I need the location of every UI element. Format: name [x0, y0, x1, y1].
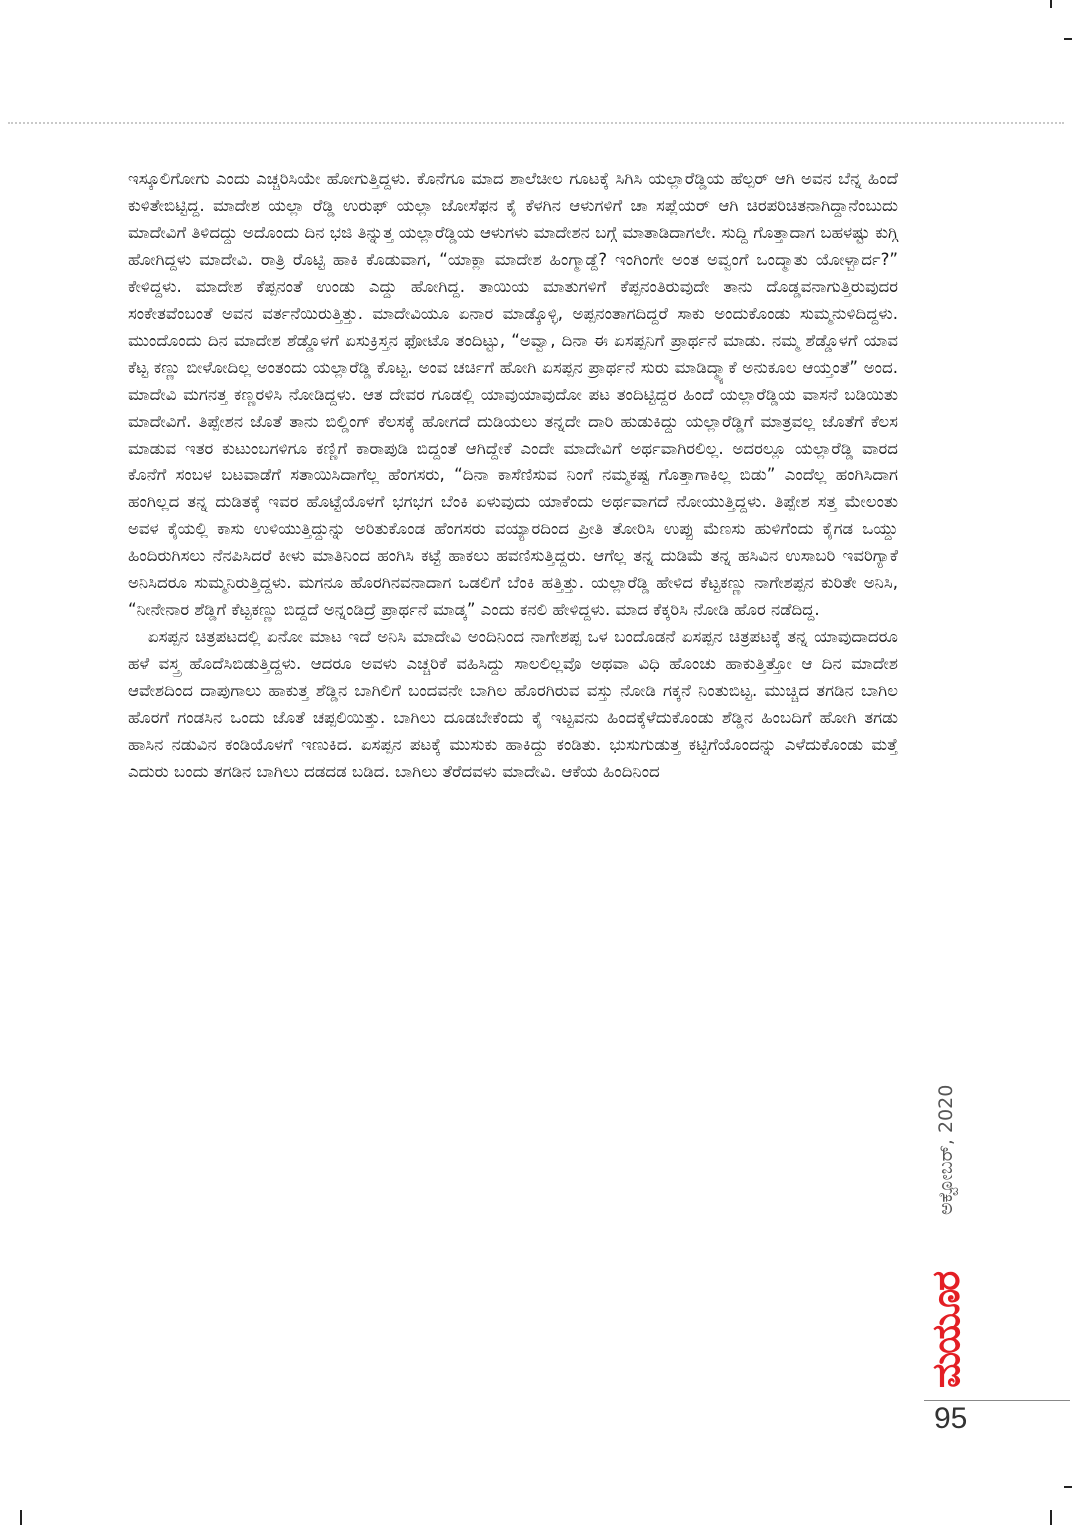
crop-mark-right-bottom — [1064, 1486, 1072, 1488]
crop-mark-bottom-left — [20, 1510, 22, 1525]
header-dotted-rule — [8, 122, 1064, 124]
crop-mark-right-top — [1064, 38, 1072, 40]
crop-mark-top-right — [1050, 0, 1052, 8]
page-number-rule — [924, 1400, 1070, 1401]
crop-mark-bottom-right — [1050, 1510, 1052, 1525]
paragraph-1: ಇಸ್ಕೂಲಿಗೋಗು ಎಂದು ಎಚ್ಚರಿಸಿಯೇ ಹೋಗುತ್ತಿದ್ದಳು. ಕೊನೆಗೂ ಮಾದ ಶಾಲೆಚೀಲ ಗೂಟಕ್ಕೆ ಸಿಗಿಸಿ ಯಲ್ಲಾರೆಡ್ಡಿಯ ಹೆಲ್ಪರ್ ಆಗಿ ಅವನ ಬೆನ್ನ ಹಿಂದೆ ಕುಳಿತೇಬಿಟ್ಟಿದ್ದ. ಮಾದೇಶ ಯಲ್ಲಾ ರೆಡ್ಡಿ ಉರುಫ್ ಯಲ್ಲಾ ಜೋಸೆಫನ ಕೈ ಕೆಳಗಿನ ಆಳುಗಳಿಗೆ ಚಾ ಸಪ್ಲೆಯರ್ ಆಗಿ ಚಿರಪರಿಚಿತನಾಗಿದ್ದಾನೆಂಬುದು ಮಾದೇವಿಗೆ ತಿಳಿದದ್ದು ಅದೊಂದು ದಿನ ಭಜಿ ತಿನ್ನುತ್ತ ಯಲ್ಲಾರೆಡ್ಡಿಯ ಆಳುಗಳು ಮಾದೇಶನ ಬಗ್ಗೆ ಮಾತಾಡಿದಾಗಲೇ. ಸುದ್ದಿ ಗೊತ್ತಾದಾಗ ಬಹಳಷ್ಟು ಕುಗ್ಗಿ ಹೋಗಿದ್ದಳು ಮಾದೇವಿ. ರಾತ್ರಿ ರೊಟ್ಟಿ ಹಾಕಿ ಕೊಡುವಾಗ, “ಯಾಕ್ಲಾ ಮಾದೇಶ ಹಿಂಗ್ಮಾಡ್ದೆ? ಇಂಗಿಂಗೇ ಅಂತ ಅವ್ವಂಗೆ ಒಂದ್ಮಾತು ಯೋಳ್ಬಾರ್ದ?” ಕೇಳಿದ್ದಳು. ಮಾದೇಶ ಕೆಪ್ಪನಂತೆ ಉಂಡು ಎದ್ದು ಹೋಗಿದ್ದ. ತಾಯಿಯ ಮಾತುಗಳಿಗೆ ಕೆಪ್ಪನಂತಿರುವುದೇ ತಾನು ದೊಡ್ಡವನಾಗುತ್ತಿರುವುದರ ಸಂಕೇತವೆಂಬಂತೆ ಅವನ ವರ್ತನೆಯಿರುತ್ತಿತ್ತು. ಮಾದೇವಿಯೂ ಏನಾರ ಮಾಡ್ಕೊಳ್ಳಿ, ಅಪ್ಪನಂತಾಗದಿದ್ದರೆ ಸಾಕು ಅಂದುಕೊಂಡು ಸುಮ್ಮನುಳಿದಿದ್ದಳು. ಮುಂದೊಂದು ದಿನ ಮಾದೇಶ ಶೆಡ್ಡೊಳಗೆ ಏಸುಕ್ರಿಸ್ತನ ಫೋಟೊ ತಂದಿಟ್ಟು, “ಅವ್ವಾ, ದಿನಾ ಈ ಏಸಪ್ಪನಿಗೆ ಪ್ರಾರ್ಥನೆ ಮಾಡು. ನಮ್ಮ ಶೆಡ್ಡೊಳಗೆ ಯಾವ ಕೆಟ್ಟ ಕಣ್ಣು ಬೀಳೋದಿಲ್ಲ ಅಂತಂದು ಯಲ್ಲಾರೆಡ್ಡಿ ಕೊಟ್ಟ. ಅಂವ ಚರ್ಚಿಗೆ ಹೋಗಿ ಏಸಪ್ಪನ ಪ್ರಾರ್ಥನೆ ಸುರು ಮಾಡಿದ್ಮ್ಯಾಕೆ ಅನುಕೂಲ ಆಯ್ತಂತೆ” ಅಂದ. ಮಾದೇವಿ ಮಗನತ್ತ ಕಣ್ಣರಳಿಸಿ ನೋಡಿದ್ದಳು. ಆತ ದೇವರ ಗೂಡಲ್ಲಿ ಯಾವುಯಾವುದೋ ಪಟ ತಂದಿಟ್ಟಿದ್ದರ ಹಿಂದೆ ಯಲ್ಲಾರೆಡ್ಡಿಯ ವಾಸನೆ ಬಡಿಯಿತು ಮಾದೇವಿಗೆ. ತಿಪ್ಪೇಶನ ಜೊತೆ ತಾನು ಬಿಲ್ಡಿಂಗ್ ಕೆಲಸಕ್ಕೆ ಹೋಗದೆ ದುಡಿಯಲು ತನ್ನದೇ ದಾರಿ ಹುಡುಕಿದ್ದು ಯಲ್ಲಾರೆಡ್ಡಿಗೆ ಮಾತ್ರವಲ್ಲ ಜೊತೆಗೆ ಕೆಲಸ ಮಾಡುವ ಇತರ ಕುಟುಂಬಗಳಿಗೂ ಕಣ್ಣಿಗೆ ಕಾರಾಪುಡಿ ಬಿದ್ದಂತೆ ಆಗಿದ್ದೇಕೆ ಎಂದೇ ಮಾದೇವಿಗೆ ಅರ್ಥವಾಗಿರಲಿಲ್ಲ. ಅದರಲ್ಲೂ ಯಲ್ಲಾರೆಡ್ಡಿ ವಾರದ ಕೊನೆಗೆ ಸಂಬಳ ಬಟವಾಡೆಗೆ ಸತಾಯಿಸಿದಾಗೆಲ್ಲ ಹೆಂಗಸರು, “ದಿನಾ ಕಾಸೆಣಿಸುವ ನಿಂಗೆ ನಮ್ಮಕಷ್ಟ ಗೊತ್ತಾಗಾಕಿಲ್ಲ ಬಿಡು” ಎಂದೆಲ್ಲ ಹಂಗಿಸಿದಾಗ ಹಂಗಿಲ್ಲದ ತನ್ನ ದುಡಿತಕ್ಕೆ ಇವರ ಹೊಟ್ಟೆಯೊಳಗೆ ಭಗಭಗ ಬೆಂಕಿ ಏಳುವುದು ಯಾಕೆಂದು ಅರ್ಥವಾಗದೆ ನೋಯುತ್ತಿದ್ದಳು. ತಿಪ್ಪೇಶ ಸತ್ತ ಮೇಲಂತು ಅವಳ ಕೈಯಲ್ಲಿ ಕಾಸು ಉಳಿಯುತ್ತಿದ್ದುನ್ನು ಅರಿತುಕೊಂಡ ಹೆಂಗಸರು ವಯ್ಯಾರದಿಂದ ಪ್ರೀತಿ ತೋರಿಸಿ ಉಪ್ಪು ಮೆಣಸು ಹುಳಿಗೆಂದು ಕೈಗಡ ಒಯ್ದು ಹಿಂದಿರುಗಿಸಲು ನೆನಪಿಸಿದರೆ ಕೀಳು ಮಾತಿನಿಂದ ಹಂಗಿಸಿ ಕಟ್ಟೆ ಹಾಕಲು ಹವಣಿಸುತ್ತಿದ್ದರು. ಆಗೆಲ್ಲ ತನ್ನ ದುಡಿಮೆ ತನ್ನ ಹಸಿವಿನ ಉಸಾಬರಿ ಇವರಿಗ್ಯಾಕೆ ಅನಿಸಿದರೂ ಸುಮ್ಮನಿರುತ್ತಿದ್ದಳು. ಮಗನೂ ಹೊರಗಿನವನಾದಾಗ ಒಡಲಿಗೆ ಬೆಂಕಿ ಹತ್ತಿತ್ತು. ಯಲ್ಲಾರೆಡ್ಡಿ ಹೇಳಿದ ಕೆಟ್ಟಕಣ್ಣು ನಾಗೇಶಪ್ಪನ ಕುರಿತೇ ಅನಿಸಿ, “ನೀನೇನಾರ ಶೆಡ್ಡಿಗೆ ಕೆಟ್ಟಕಣ್ಣು ಬಿದ್ದದೆ ಅನ್ನಂಡಿದ್ರೆ ಪ್ರಾರ್ಥನೆ ಮಾಡ್ಕ” ಎಂದು ಕನಲಿ ಹೇಳಿದ್ದಳು. ಮಾದ ಕೆಕ್ಕರಿಸಿ ನೋಡಿ ಹೊರ ನಡೆದಿದ್ದ. — [128, 169, 899, 620]
page-number: 95 — [934, 1402, 968, 1435]
article-body — [128, 166, 898, 786]
paragraph-2: ಏಸಪ್ಪನ ಚಿತ್ರಪಟದಲ್ಲಿ ಏನೋ ಮಾಟ ಇದೆ ಅನಿಸಿ ಮಾದೇವಿ ಅಂದಿನಿಂದ ನಾಗೇಶಪ್ಪ ಒಳ ಬಂದೊಡನೆ ಏಸಪ್ಪನ ಚಿತ್ರಪಟಕ್ಕೆ ತನ್ನ ಯಾವುದಾದರೂ ಹಳೆ ವಸ್ತ್ರ ಹೊದೆಸಿಬಿಡುತ್ತಿದ್ದಳು. ಆದರೂ ಅವಳು ಎಚ್ಚರಿಕೆ ವಹಿಸಿದ್ದು ಸಾಲಲಿಲ್ಲವೊ ಅಥವಾ ವಿಧಿ ಹೊಂಚು ಹಾಕುತ್ತಿತ್ತೋ ಆ ದಿನ ಮಾದೇಶ ಆವೇಶದಿಂದ ದಾಪುಗಾಲು ಹಾಕುತ್ತ ಶೆಡ್ಡಿನ ಬಾಗಿಲಿಗೆ ಬಂದವನೇ ಬಾಗಿಲ ಹೊರಗಿರುವ ವಸ್ತು ನೋಡಿ ಗಕ್ಕನೆ ನಿಂತುಬಿಟ್ಟ. ಮುಚ್ಚಿದ ತಗಡಿನ ಬಾಗಿಲ ಹೊರಗೆ ಗಂಡಸಿನ ಒಂದು ಜೊತೆ ಚಪ್ಪಲಿಯಿತ್ತು. ಬಾಗಿಲು ದೂಡಬೇಕೆಂದು ಕೈ ಇಟ್ಟವನು ಹಿಂದಕ್ಕೆಳೆದುಕೊಂಡು ಶೆಡ್ಡಿನ ಹಿಂಬದಿಗೆ ಹೋಗಿ ತಗಡು ಹಾಸಿನ ನಡುವಿನ ಕಂಡಿಯೊಳಗೆ ಇಣುಕಿದ. ಏಸಪ್ಪನ ಪಟಕ್ಕೆ ಮುಸುಕು ಹಾಕಿದ್ದು ಕಂಡಿತು. ಭುಸುಗುಡುತ್ತ ಕಟ್ಟಿಗೆಯೊಂದನ್ನು ಎಳೆದುಕೊಂಡು ಮತ್ತೆ ಎದುರು ಬಂದು ತಗಡಿನ ಬಾಗಿಲು ದಡದಡ ಬಡಿದ. ಬಾಗಿಲು ತೆರೆದವಳು ಮಾದೇವಿ. ಆಕೆಯ ಹಿಂದಿನಿಂದ — [128, 627, 898, 781]
magazine-logo: ಮಯೂರ — [924, 1272, 968, 1388]
issue-date: ಅಕ್ಟೋಬರ್, 2020 — [935, 1085, 957, 1216]
